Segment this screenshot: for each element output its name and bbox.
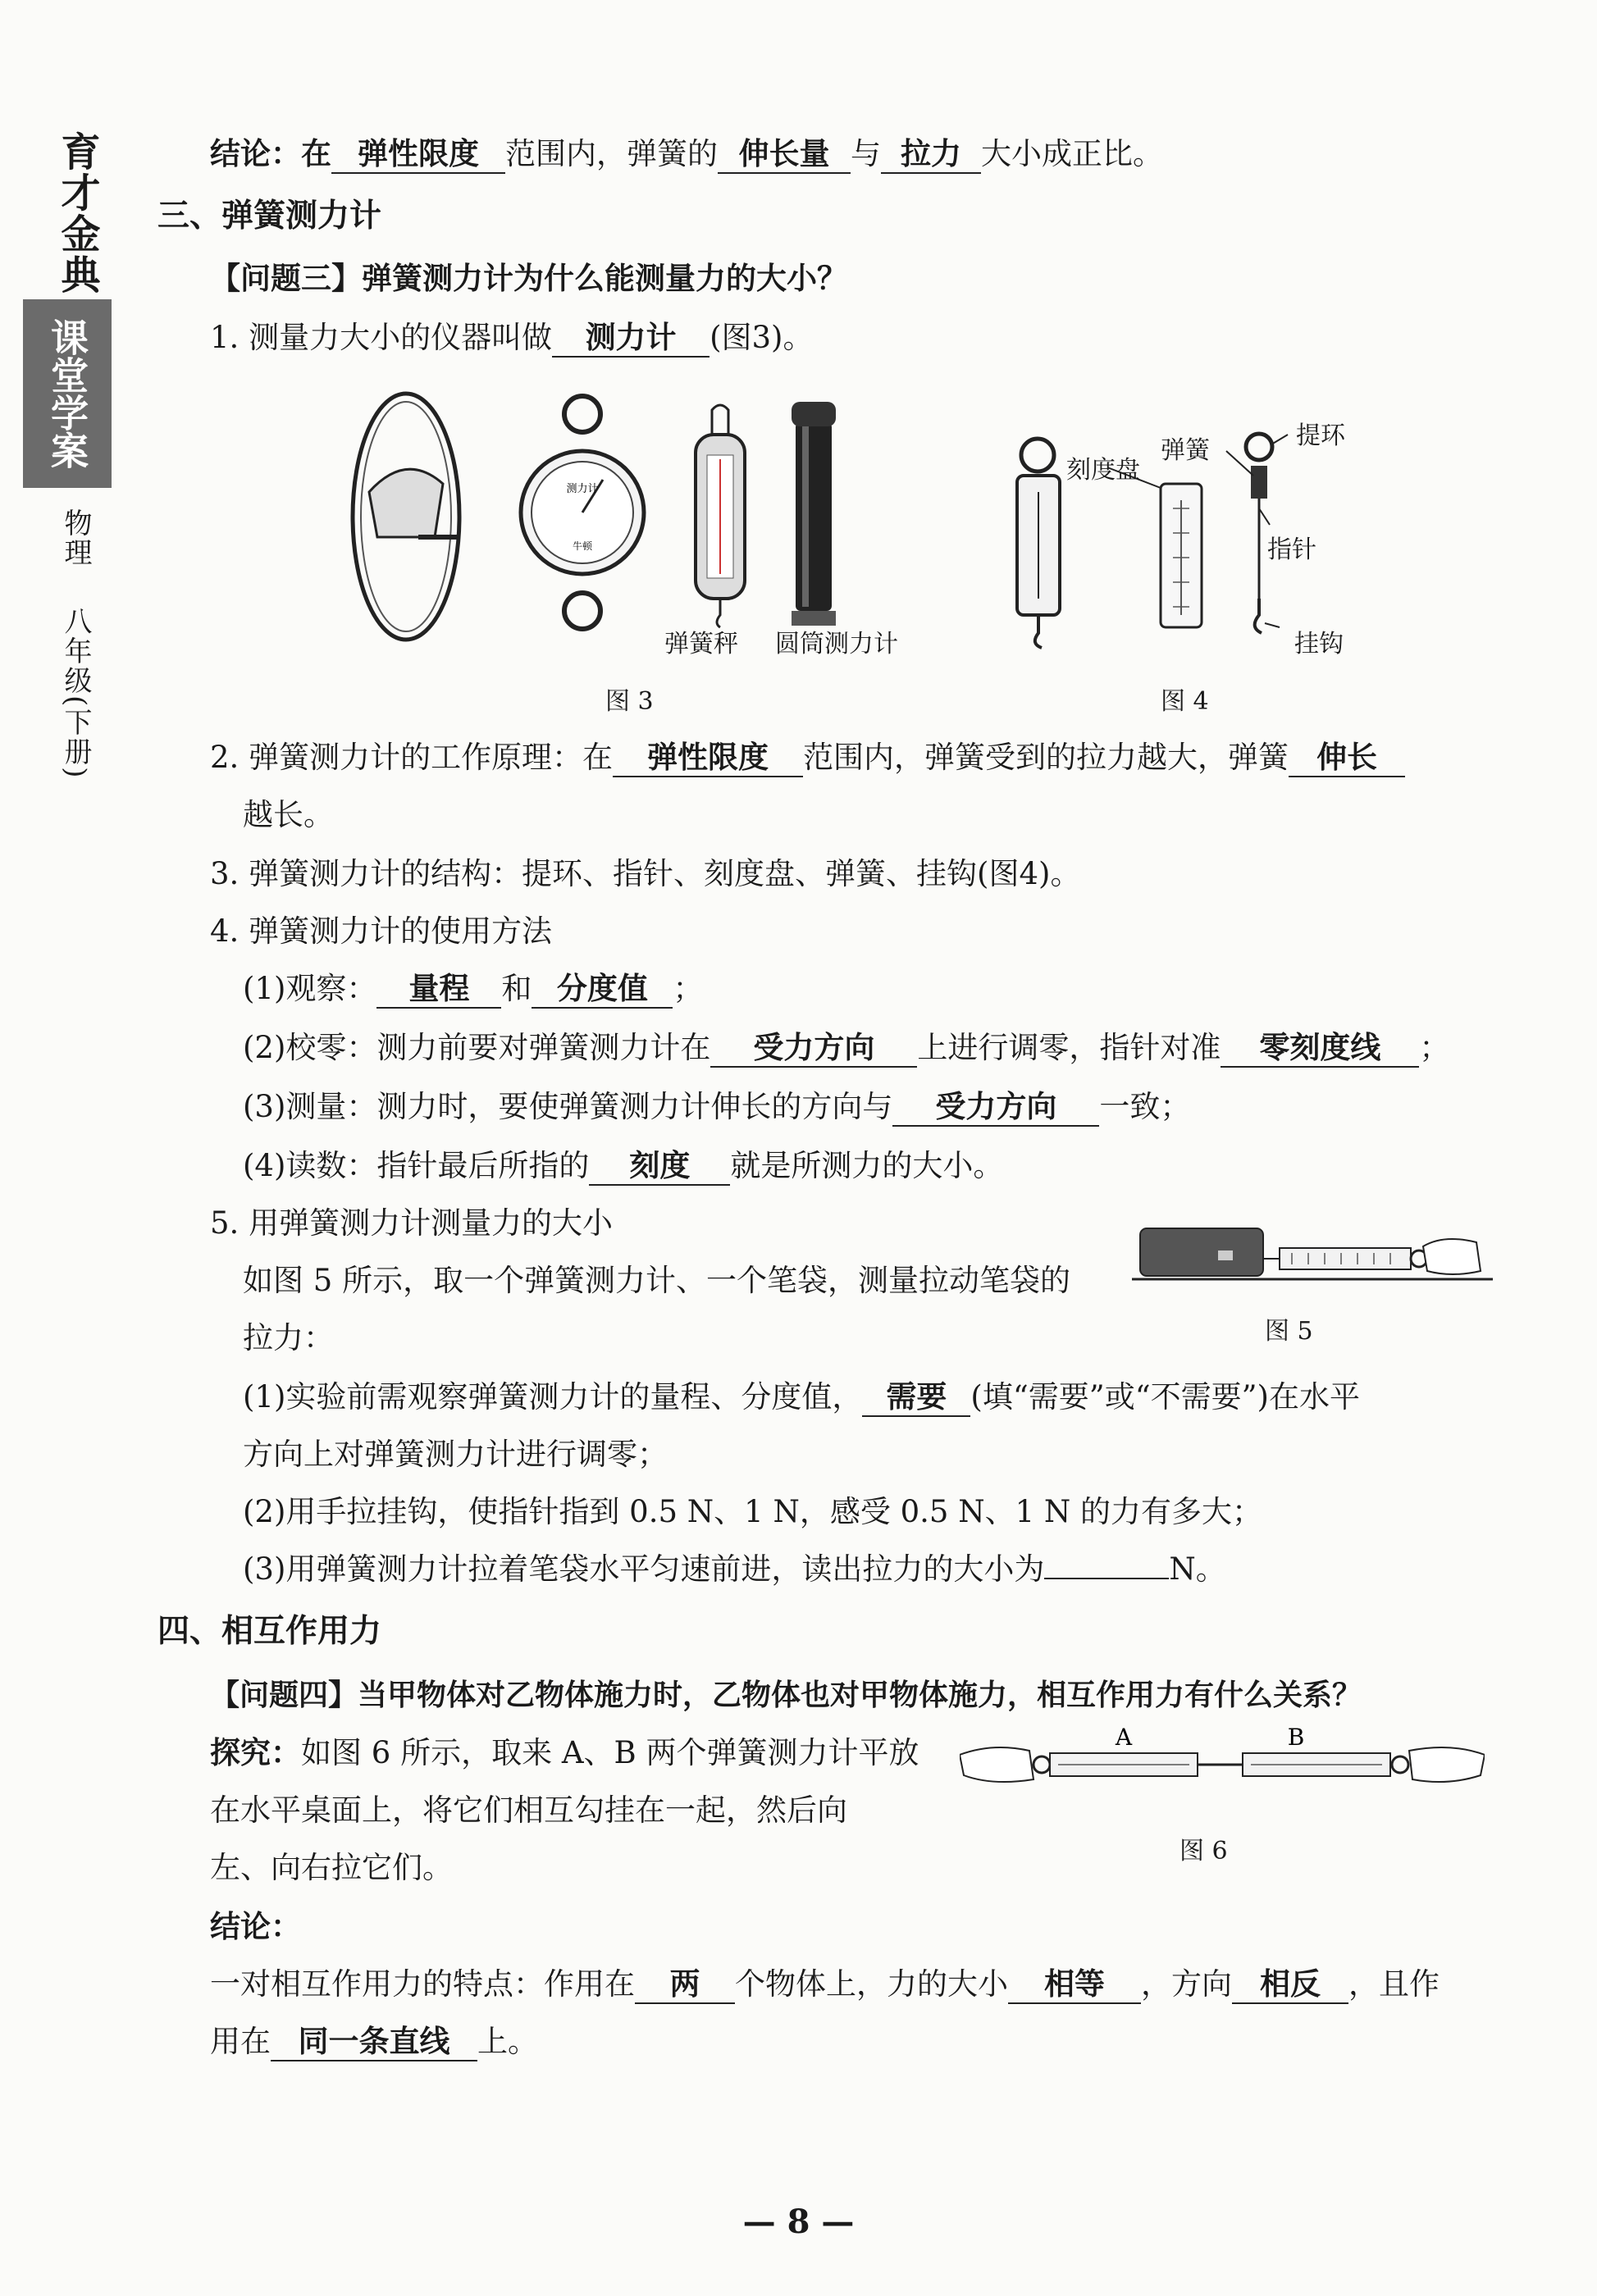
blank-zero-line: 零刻度线 bbox=[1221, 1030, 1419, 1068]
figure-3-caption: 图 3 bbox=[605, 687, 654, 716]
explore-line-2: 在水平桌面上，将它们相互勾挂在一起，然后向 bbox=[210, 1793, 847, 1828]
item-5-step-3: (3)用弹簧测力计拉着笔袋水平匀速前进，读出拉力的大小为 N。 bbox=[243, 1551, 1226, 1587]
item-4-step-4: (4)读数：指针最后所指的 刻度 就是所测力的大小。 bbox=[243, 1146, 1003, 1186]
figure-3-drawing bbox=[328, 377, 935, 648]
blank-pull: 拉力 bbox=[881, 136, 981, 174]
item-5-title: 5. 用弹簧测力计测量力的大小 bbox=[210, 1205, 614, 1241]
figure-6-drawing bbox=[960, 1722, 1485, 1804]
item-5-p2: 拉力： bbox=[243, 1320, 334, 1355]
blank-elastic-limit: 弹性限度 bbox=[331, 136, 505, 174]
section-3-title: 三、弹簧测力计 bbox=[157, 198, 382, 235]
fig4-label-pointer: 指针 bbox=[1267, 535, 1316, 564]
blank-range: 量程 bbox=[376, 971, 501, 1009]
blank-same-line: 同一条直线 bbox=[271, 2024, 477, 2061]
fig4-label-dial: 刻度盘 bbox=[1066, 456, 1140, 485]
blank-pull-value bbox=[1044, 1578, 1169, 1579]
item-3: 3. 弹簧测力计的结构：提环、指针、刻度盘、弹簧、挂钩(图4)。 bbox=[210, 856, 1081, 891]
item-5-step-2: (2)用手拉挂钩，使指针指到 0.5 N、1 N，感受 0.5 N、1 N 的力有多大； bbox=[243, 1494, 1263, 1529]
figure-4-caption: 图 4 bbox=[1161, 687, 1209, 716]
fig4-label-spring: 弹簧 bbox=[1161, 436, 1210, 465]
item-5-step-1b: 方向上对弹簧测力计进行调零； bbox=[243, 1437, 668, 1472]
blank-two: 两 bbox=[635, 1966, 735, 2004]
item-4-title: 4. 弹簧测力计的使用方法 bbox=[210, 913, 553, 949]
item-4-step-3: (3)测量：测力时，要使弹簧测力计伸长的方向与 受力方向 一致； bbox=[243, 1087, 1190, 1127]
conclusion-2-line-1: 一对相互作用力的特点：作用在 两 个物体上，力的大小 相等 ，方向 相反 ，且作 bbox=[210, 1965, 1440, 2004]
item-2: 2. 弹簧测力计的工作原理：在 弹性限度 范围内，弹簧受到的拉力越大，弹簧 伸长 bbox=[210, 738, 1405, 777]
page-number: — 8 — bbox=[742, 2203, 855, 2241]
dial-title: 测力计 bbox=[566, 483, 599, 495]
conclusion-1: 结论：在 弹性限度 范围内，弹簧的 伸长量 与 拉力 大小成正比。 bbox=[210, 134, 1163, 174]
brand-title: 育才金典 bbox=[54, 131, 100, 295]
fig4-label-ring: 提环 bbox=[1296, 421, 1345, 450]
explore-line-3: 左、向右拉它们。 bbox=[210, 1850, 453, 1885]
item-4-step-2: (2)校零：测力前要对弹簧测力计在 受力方向 上进行调零，指针对准 零刻度线 ； bbox=[243, 1028, 1449, 1068]
blank-force-direction-2: 受力方向 bbox=[892, 1089, 1099, 1127]
item-2-cont: 越长。 bbox=[243, 797, 334, 832]
fig6-label-b: B bbox=[1287, 1724, 1305, 1751]
conclusion-2-line-2: 用在 同一条直线 上。 bbox=[210, 2022, 538, 2061]
dial-unit: 牛顿 bbox=[572, 540, 593, 552]
blank-force-direction: 受力方向 bbox=[710, 1030, 917, 1068]
blank-need: 需要 bbox=[862, 1379, 970, 1417]
blank-dynamometer: 测力计 bbox=[552, 320, 710, 358]
item-1: 1. 测量力大小的仪器叫做 测力计 (图3)。 bbox=[210, 318, 813, 358]
figure-6-caption: 图 6 bbox=[1179, 1837, 1228, 1866]
item-5-step-1: (1)实验前需观察弹簧测力计的量程、分度值， 需要 (填“需要”或“不需要”)在水平 bbox=[243, 1378, 1360, 1417]
blank-division: 分度值 bbox=[532, 971, 673, 1009]
blank-equal: 相等 bbox=[1008, 1966, 1141, 2004]
item-4-step-1: (1)观察： 量程 和 分度值 ； bbox=[243, 969, 703, 1009]
question-3: 【问题三】弹簧测力计为什么能测量力的大小？ bbox=[210, 261, 847, 296]
blank-elastic-limit-2: 弹性限度 bbox=[613, 740, 803, 777]
item-5-p1: 如图 5 所示，取一个弹簧测力计、一个笔袋，测量拉动笔袋的 bbox=[243, 1263, 1071, 1298]
lesson-tab: 课堂学案 bbox=[23, 299, 112, 488]
figure-5-drawing bbox=[1132, 1214, 1493, 1304]
blank-elongation: 伸长量 bbox=[718, 136, 851, 174]
section-4-title: 四、相互作用力 bbox=[157, 1613, 382, 1650]
fig3-label-spring-scale: 弹簧秤 bbox=[664, 630, 738, 658]
question-4: 【问题四】当甲物体对乙物体施力时，乙物体也对甲物体施力，相互作用力有什么关系？ bbox=[210, 1679, 1362, 1712]
fig4-label-hook: 挂钩 bbox=[1294, 630, 1344, 658]
fig3-label-cylinder: 圆筒测力计 bbox=[775, 630, 898, 658]
explore-line-1: 探究：如图 6 所示，取来 A、B 两个弹簧测力计平放 bbox=[210, 1735, 919, 1770]
fig6-label-a: A bbox=[1115, 1724, 1133, 1751]
figure-5-caption: 图 5 bbox=[1265, 1317, 1313, 1346]
blank-scale: 刻度 bbox=[589, 1148, 730, 1186]
blank-opposite: 相反 bbox=[1232, 1966, 1348, 2004]
grade-label: 八年级(下册) bbox=[59, 607, 92, 780]
conclusion-label: 结论： bbox=[210, 1909, 301, 1944]
subject-label: 物理 bbox=[59, 508, 92, 567]
blank-stretch: 伸长 bbox=[1289, 740, 1405, 777]
